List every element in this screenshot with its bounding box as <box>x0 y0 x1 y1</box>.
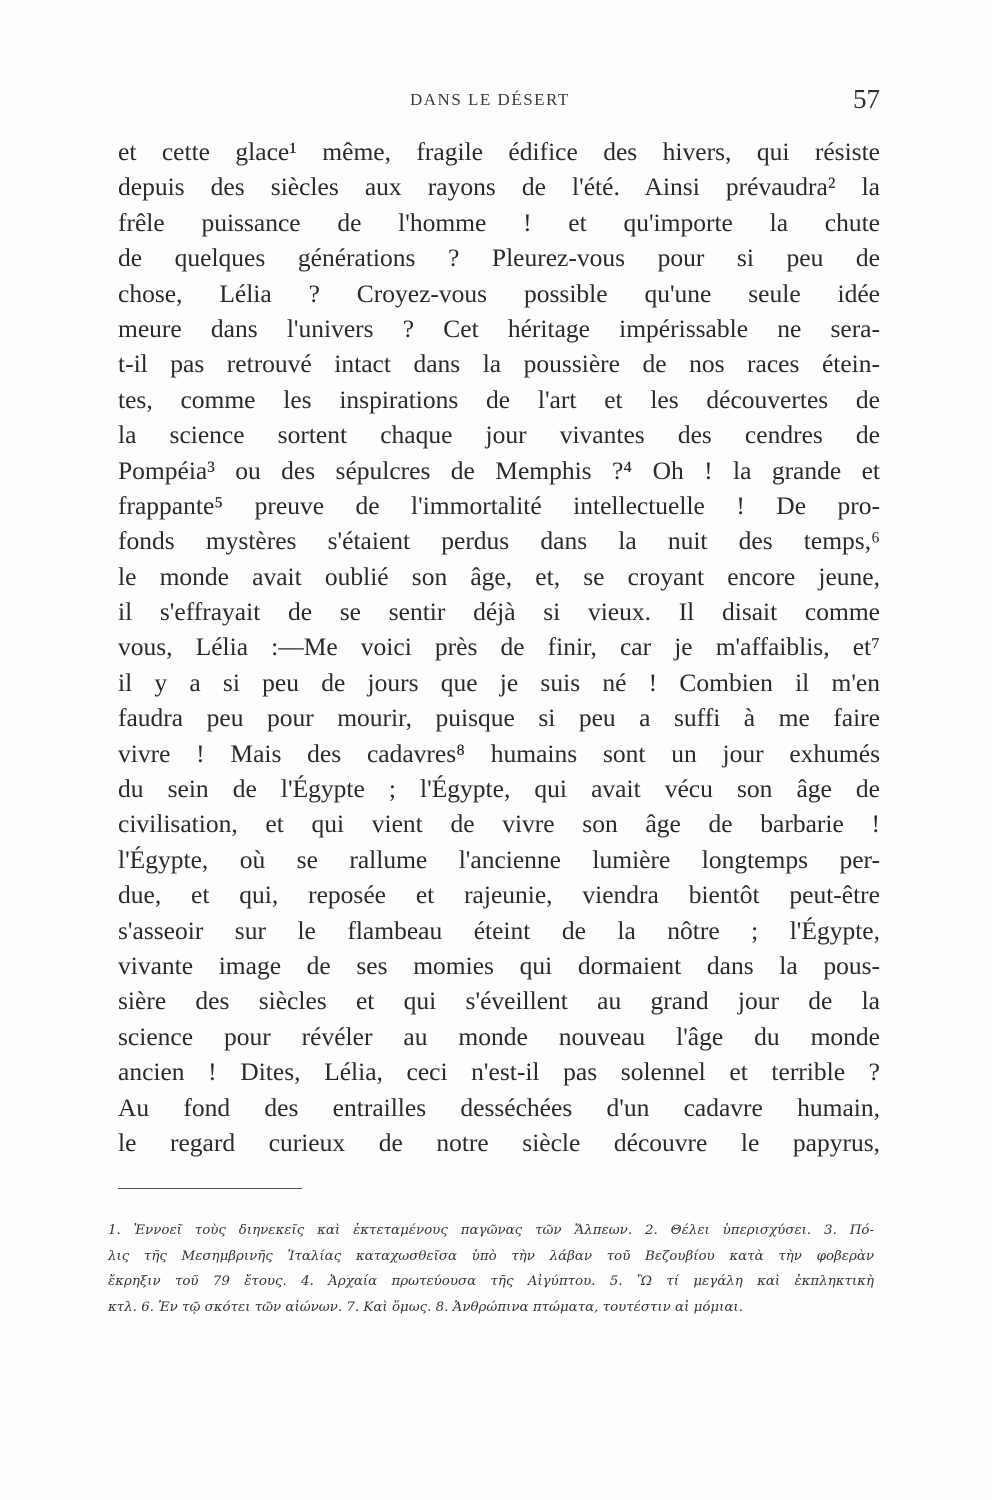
text-line: science pour révéler au monde nouveau l'âge du monde <box>118 1021 880 1051</box>
text-line: du sein de l'Égypte ; l'Égypte, qui avait vécu son âge de <box>118 774 880 804</box>
text-line: vous, Lélia :—Me voici près de finir, car je m'affaiblis, et⁷ <box>118 632 880 662</box>
text-line: tes, comme les inspirations de l'art et les découvertes de <box>118 384 880 414</box>
footnote-divider <box>118 1188 302 1189</box>
footnote-line: λις τῆς Μεσημβρινῆς Ἰταλίας καταχωσθεῖσα ὑπὸ τὴν λάβαν τοῦ Βεζουβίου κατὰ τὴν φοβερὰν <box>108 1248 874 1264</box>
running-head: DANS LE DÉSERT <box>410 90 570 109</box>
footnotes <box>108 1218 874 1320</box>
text-line: t-il pas retrouvé intact dans la poussière de nos races étein- <box>118 349 880 379</box>
page-number: 57 <box>853 84 880 114</box>
footnote-line: 1. Ἐννοεῖ τοὺς διηνεκεῖς καὶ ἐκτεταμένους παγῶνας τῶν Ἄλπεων. 2. Θέλει ὑπερισχύσει. 3. Πό- <box>108 1223 874 1238</box>
text-line: sière des siècles et qui s'éveillent au grand jour de la <box>118 986 880 1016</box>
text-line: l'Égypte, où se rallume l'ancienne lumière longtemps per- <box>118 844 880 874</box>
text-line: de quelques générations ? Pleurez-vous pour si peu de <box>118 243 880 273</box>
body-text <box>118 134 880 1160</box>
text-line: et cette glace¹ même, fragile édifice des hivers, qui résiste <box>118 137 880 166</box>
text-line: frappante⁵ preuve de l'immortalité intellectuelle ! De pro- <box>118 490 880 520</box>
text-line: meure dans l'univers ? Cet héritage impérissable ne sera- <box>118 313 880 343</box>
text-line: fonds mystères s'étaient perdus dans la nuit des temps,⁶ <box>118 526 880 556</box>
text-line: chose, Lélia ? Croyez-vous possible qu'une seule idée <box>118 278 880 308</box>
text-line: Au fond des entrailles desséchées d'un cadavre humain, <box>118 1092 880 1122</box>
page-header <box>130 86 882 118</box>
text-line: frêle puissance de l'homme ! et qu'importe la chute <box>118 207 880 237</box>
text-line: due, et qui, reposée et rajeunie, viendra bientôt peut-être <box>118 880 880 910</box>
text-line: depuis des siècles aux rayons de l'été. Ainsi prévaudra² la <box>118 172 880 202</box>
footnote-line: κτλ. 6. Ἐν τῷ σκότει τῶν αἰώνων. 7. Καὶ ὅμως. 8. Ἀνθρώπινα πτώματα, τουτέστιν αἱ μόμιαι. <box>108 1299 743 1315</box>
footnote-line: ἔκρηξιν τοῦ 79 ἔτους. 4. Ἀρχαία πρωτεύουσα τῆς Αἰγύπτου. 5. Ὢ τί μεγάλη καὶ ἐκπληκτικὴ <box>108 1274 874 1289</box>
text-line: le monde avait oublié son âge, et, se croyant encore jeune, <box>118 561 880 591</box>
text-line: la science sortent chaque jour vivantes des cendres de <box>118 420 880 450</box>
text-line: faudra peu pour mourir, puisque si peu a suffi à me faire <box>118 703 880 733</box>
text-line: vivre ! Mais des cadavres⁸ humains sont un jour exhumés <box>118 738 880 768</box>
text-line: Pompéia³ ou des sépulcres de Memphis ?⁴ Oh ! la grande et <box>118 455 880 485</box>
text-line: il y a si peu de jours que je suis né ! Combien il m'en <box>118 667 880 697</box>
text-line: vivante image de ses momies qui dormaient dans la pous- <box>118 950 880 980</box>
text-line: il s'effrayait de se sentir déjà si vieux. Il disait comme <box>118 597 880 627</box>
text-line: civilisation, et qui vient de vivre son âge de barbarie ! <box>118 809 880 839</box>
text-line: le regard curieux de notre siècle découvre le papyrus, <box>118 1127 880 1157</box>
text-line: ancien ! Dites, Lélia, ceci n'est-il pas solennel et terrible ? <box>118 1057 880 1087</box>
text-line: s'asseoir sur le flambeau éteint de la nôtre ; l'Égypte, <box>118 915 880 945</box>
